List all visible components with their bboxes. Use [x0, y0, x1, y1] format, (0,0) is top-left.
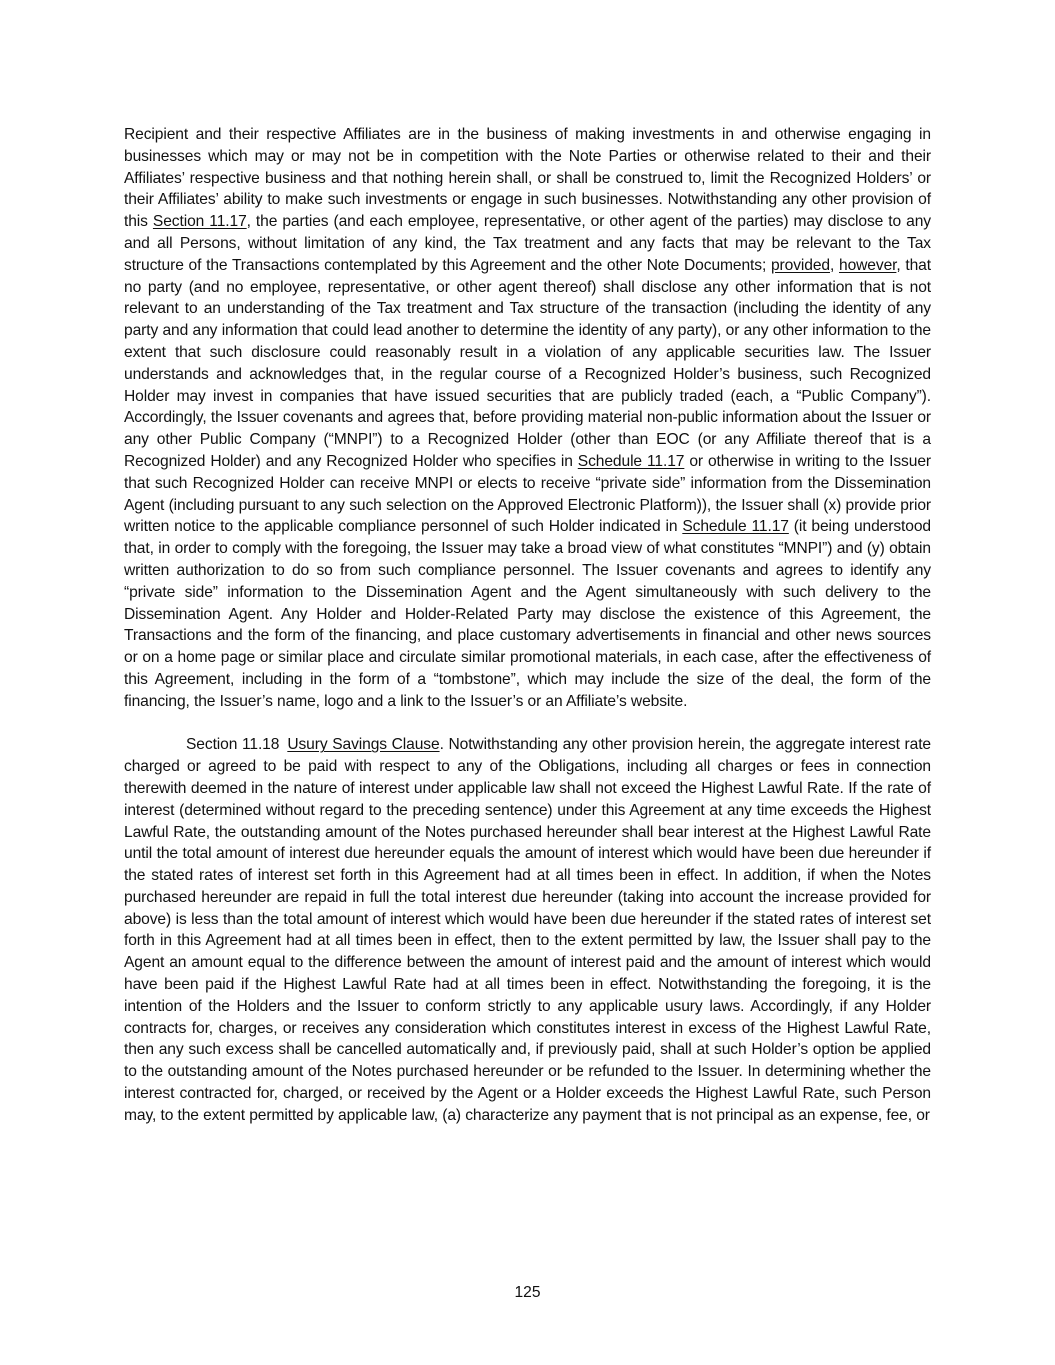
section-reference-link: Section 11.17	[152, 213, 247, 231]
section-11-18-usury-savings-clause	[124, 734, 931, 1126]
section-number: Section 11.18	[186, 736, 280, 754]
document-page	[124, 124, 931, 1127]
page-number: 125	[514, 1284, 541, 1301]
emphasis-however: however	[839, 256, 897, 274]
text-run: or otherwise in writing to the Issuer that such Recognized Holder can receive MNPI or elects to receive “private side” information from the Dissemination Agent (including pursuant to any such selection on the Approved Electronic Platform)), the Issuer shall (x) provide prior written notice to the applicable compliance personnel of such Holder indicated in	[124, 452, 931, 536]
section-body-text: Notwithstanding any other provision herein, the aggregate interest rate charged or agreed to be paid with respect to any of the Obligations, including all charges or fees in connection therewith deemed in the nature of interest under applicable law shall not exceed the Highest Lawful Rate. If the rate of interest (determined without regard to the preceding sentence) under this Agreement at any time exceeds the Highest Lawful Rate, the outstanding amount of the Notes purchased hereunder shall bear interest at the Highest Lawful Rate until the total amount of interest due hereunder equals the amount of interest which would have been due hereunder if the stated rates of interest set forth in this Agreement had at all times been in effect. In addition, if when the Notes purchased hereunder are repaid in full the total interest due hereunder (taking into account the increase provided for above) is less than the total amount of interest which would have been due hereunder if the stated rates of interest set forth in this Agreement had at all times been in effect, then to the extent permitted by law, the Issuer shall pay to the Agent an amount equal to the difference between the amount of interest paid and the amount of interest which would have been paid if the Highest Lawful Rate had at all times been in effect. Notwithstanding the foregoing, it is the intention of the Holders and the Issuer to conform strictly to any applicable usury laws. Accordingly, if any Holder contracts for, charges, or receives any consideration which constitutes interest in excess of the Highest Lawful Rate, then any such excess shall be cancelled automatically and, if previously paid, shall at such Holder’s option be applied to the outstanding amount of the Notes purchased hereunder or be refunded to the Issuer. In determining whether the interest contracted for, charged, or received by the Agent or a Holder exceeds the Highest Lawful Rate, such Person may, to the extent permitted by applicable law, (a) characterize any payment that is not principal as an expense, fee, or	[124, 736, 931, 1124]
text-run: , that no party (and no employee, representative, or other agent thereof) shall disclose any other information that is not relevant to an understanding of the Tax treatment and Tax structure of the transaction (including the identity of any party and any information that could lead another to determine the identity of any party), or any other information to the extent that such disclosure could reasonably result in a violation of any applicable securities law. The Issuer understands and acknowledges that, in the regular course of a Recognized Holder’s business, such Recognized Holder may invest in companies that have issued securities that are publicly traded (each, a “Public Company”). Accordingly, the Issuer covenants and agrees that, before providing material non-public information about the Issuer or any other Public Company (“MNPI”) to a Recognized Holder (other than EOC (or any Affiliate thereof that is a Recognized Holder) and any Recognized Holder who specifies in	[124, 256, 931, 470]
text-run: , the parties (and each employee, representative, or other agent of the parties) may disclose to any and all Persons, without limitation of any kind, the Tax treatment and any facts that may be relevant to the Tax structure of the Transactions contemplated by this Agreement and the other Note Documents;	[124, 213, 931, 274]
schedule-reference-link: Schedule 11.17	[577, 452, 685, 470]
schedule-reference-link: Schedule 11.17	[682, 518, 789, 536]
text-run: ,	[830, 256, 839, 274]
heading-punctuation: .	[439, 736, 444, 754]
emphasis-provided: provided	[770, 256, 830, 274]
paragraph-confidentiality-continued	[124, 124, 931, 713]
text-run: (it being understood that, in order to comply with the foregoing, the Issuer may take a broad view of what constitutes “MNPI”) and (y) obtain written authorization to do so from such compliance personnel. The Issuer covenants and agrees to identify any “private side” information to the Dissemination Agent and the Agent simultaneously with such delivery to the Dissemination Agent. Any Holder and Holder-Related Party may disclose the existence of this Agreement, the Transactions and the form of the financing, and place customary advertisements in financial and other news sources or on a home page or similar place and circulate similar promotional materials, in each case, after the effectiveness of this Agreement, including in the form of a “tombstone”, which may include the size of the deal, the form of the financing, the Issuer’s name, logo and a link to the Issuer’s or an Affiliate’s website.	[124, 518, 931, 710]
section-heading: Usury Savings Clause	[287, 736, 440, 754]
text-run: Recipient and their respective Affiliates are in the business of making investments in and otherwise engaging in businesses which may or may not be in competition with the Note Parties or otherwise related to their and their Affiliates’ respective business and that nothing herein shall, or shall be construed to, limit the Recognized Holders’ or their Affiliates’ ability to make such investments or engage in such businesses. Notwithstanding any other provision of this	[124, 126, 931, 231]
